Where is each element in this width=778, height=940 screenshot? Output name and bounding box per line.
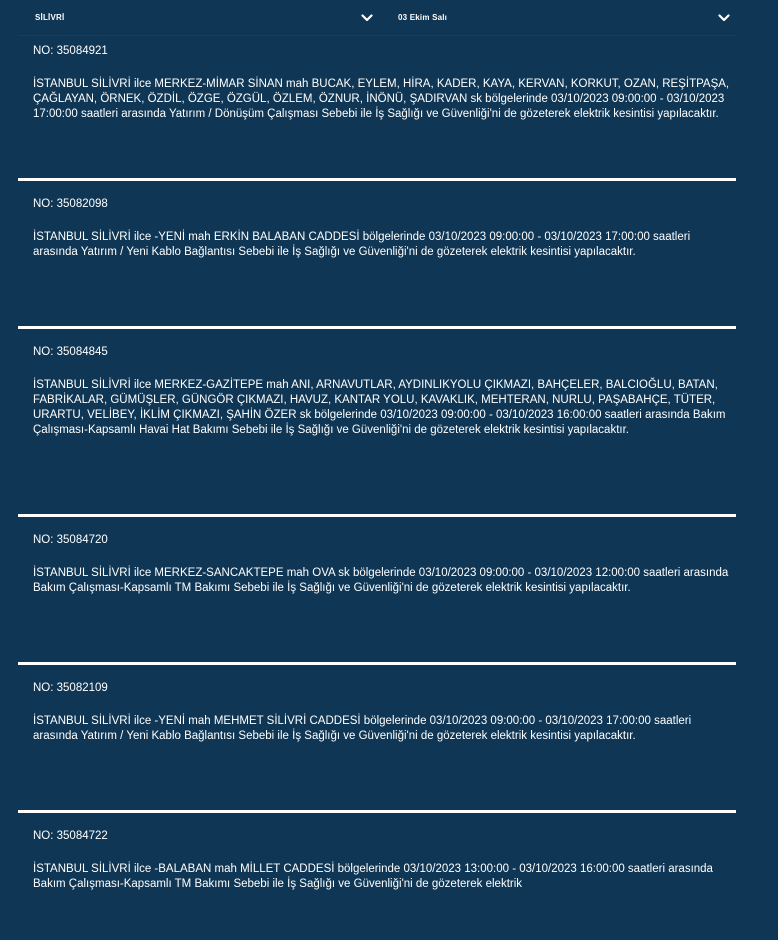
notice-number: NO: 35084845 (33, 346, 108, 358)
notice-item (18, 665, 736, 810)
notice-item (18, 517, 736, 662)
notice-description: İSTANBUL SİLİVRİ ilce -YENİ mah ERKİN BALABAN CADDESİ bölgelerinde 03/10/2023 09:00:00 - 03/10/2023 17:00:00 saatleri arasında Yatırım / Yeni Kablo Bağlantısı Sebebi ile İş Sağlığı ve Güvenliği'ni de gözeterek elektrik kesintisi yapılacaktır. (33, 231, 691, 258)
notice-item (18, 38, 736, 178)
notice-item (18, 813, 736, 913)
date-select[interactable] (385, 0, 736, 36)
notice-item (18, 329, 736, 514)
notice-list (18, 38, 736, 913)
notice-description: İSTANBUL SİLİVRİ ilce MERKEZ-SANCAKTEPE mah OVA sk bölgelerinde 03/10/2023 09:00:00 - 03/10/2023 12:00:00 saatleri arasında Bakım Çalışması-Kapsamlı TM Bakımı Sebebi ile İş Sağlığı ve Güvenliği'ni de gözeterek elektrik kesintisi yapılacaktır. (33, 567, 729, 594)
district-select[interactable] (18, 0, 385, 36)
district-select-value: SİLİVRİ (35, 13, 65, 22)
filter-bar (18, 0, 736, 38)
chevron-down-icon (718, 14, 730, 22)
notice-number: NO: 35082098 (33, 198, 108, 210)
notice-description: İSTANBUL SİLİVRİ ilce -YENİ mah MEHMET SİLİVRİ CADDESİ bölgelerinde 03/10/2023 09:00:00 - 03/10/2023 17:00:00 saatleri arasında Yatırım / Yeni Kablo Bağlantısı Sebebi ile İş Sağlığı ve Güvenliği'ni de gözeterek elektrik kesintisi yapılacaktır. (33, 715, 692, 742)
notice-number: NO: 35082109 (33, 682, 108, 694)
notice-number: NO: 35084722 (33, 830, 108, 842)
chevron-down-icon (361, 14, 373, 22)
notice-number: NO: 35084720 (33, 534, 108, 546)
notice-description: İSTANBUL SİLİVRİ ilce -BALABAN mah MİLLET CADDESİ bölgelerinde 03/10/2023 13:00:00 - 03/10/2023 16:00:00 saatleri arasında Bakım Çalışması-Kapsamlı TM Bakımı Sebebi ile İş Sağlığı ve Güvenliği'ni de gözeterek elektrik (33, 863, 713, 890)
notice-number: NO: 35084921 (33, 45, 108, 57)
date-select-value: 03 Ekim Salı (398, 13, 448, 22)
notice-item (18, 181, 736, 326)
notice-description: İSTANBUL SİLİVRİ ilce MERKEZ-MİMAR SİNAN mah BUCAK, EYLEM, HİRA, KADER, KAYA, KERVAN, KORKUT, OZAN, REŞİTPAŞA, ÇAĞLAYAN, ÖRNEK, ÖZDİL, ÖZGE, ÖZGÜL, ÖZLEM, ÖZNUR, İNÖNÜ, ŞADIRVAN sk bölgelerinde 03/10/2023 09:00:00 - 03/10/2023 17:00:00 saatleri arasında Yatırım / Dönüşüm Çalışması Sebebi ile İş Sağlığı ve Güvenliği'ni de gözeterek elektrik kesintisi yapılacaktır. (33, 78, 730, 120)
notice-description: İSTANBUL SİLİVRİ ilce MERKEZ-GAZİTEPE mah ANI, ARNAVUTLAR, AYDINLIKYOLU ÇIKMAZI, BAHÇELER, BALCIOĞLU, BATAN, FABRİKALAR, GÜMÜŞLER, GÜNGÖR ÇIKMAZI, HAVUZ, KANTAR YOLU, KAVAKLIK, MEHTERAN, NURLU, PAŞABAHÇE, TÜTER, URARTU, VELİBEY, İKLİM ÇIKMAZI, ŞAHİN ÖZER sk bölgelerinde 03/10/2023 09:00:00 - 03/10/2023 16:00:00 saatleri arasında Bakım Çalışması-Kapsamlı Havai Hat Bakımı Sebebi ile İş Sağlığı ve Güvenliği'ni de gözeterek elektrik kesintisi yapılacaktır. (33, 379, 726, 436)
